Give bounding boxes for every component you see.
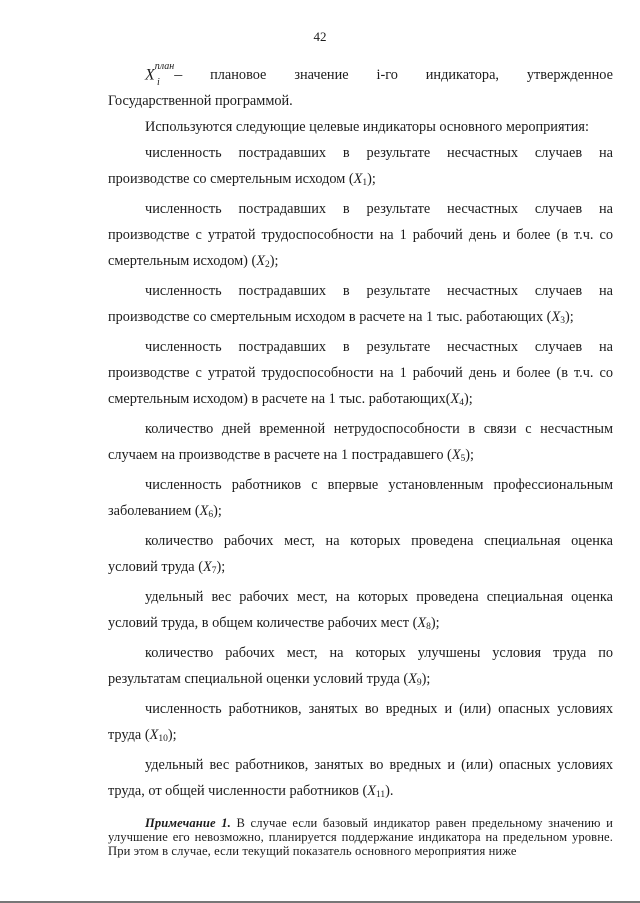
indicator-paragraph — [108, 696, 613, 752]
indicator-variable-index: 7 — [211, 566, 217, 577]
formula-dash: – — [174, 66, 183, 84]
document-body — [108, 58, 613, 858]
indicator-variable-index: 1 — [362, 178, 368, 189]
formula-continuation: Государственной программой. — [108, 93, 293, 110]
indicator-variable-index: 6 — [208, 510, 214, 521]
indicator-paragraph — [108, 584, 613, 640]
indicator-variable: X — [408, 671, 417, 688]
indicator-text: удельный вес работников, занятых во вредных и (или) опасных условиях труда, от общей численности работников ( — [108, 757, 613, 800]
indicator-paragraph — [108, 196, 613, 278]
formula-word: значение — [294, 67, 349, 84]
indicator-end: ); — [216, 559, 226, 576]
indicator-paragraph — [108, 416, 613, 472]
indicator-variable: X — [417, 615, 427, 632]
indicator-text: численность пострадавших в результате несчастных случаев на производстве с утратой трудоспособности на 1 рабочий день и более (в т.ч. со смертельным исходом) в расчете на 1 тыс. работающих( — [108, 339, 613, 408]
indicator-paragraph — [108, 752, 613, 808]
indicator-text: численность работников с впервые установленным профессиональным заболеванием ( — [108, 477, 613, 520]
page-number: 42 — [313, 29, 327, 44]
formula-symbol — [145, 58, 182, 88]
note-text: В случае если базовый индикатор равен предельному значению и улучшение его невозможно, планируется поддержание индикатора на предельном уровне. При этом в случае, если текущий показатель основного мероприятия ниже — [108, 816, 613, 859]
indicator-variable: X — [353, 171, 363, 188]
formula-subscript: i — [157, 77, 160, 88]
indicator-text: удельный вес рабочих мест, на которых проведена специальная оценка условий труда, в общем количестве рабочих мест ( — [108, 589, 613, 632]
indicator-text: количество дней временной нетрудоспособности в связи с несчастным случаем на производстве в расчете на 1 пострадавшего ( — [108, 421, 613, 464]
indicator-variable: X — [450, 391, 460, 408]
note-label: Примечание 1. — [145, 816, 231, 831]
indicator-end: ); — [269, 253, 279, 270]
indicator-end: ); — [167, 727, 177, 744]
indicator-text: численность пострадавших в результате несчастных случаев на производстве со смертельным исходом в расчете на 1 тыс. работающих ( — [108, 283, 613, 326]
indicator-variable: X — [149, 727, 159, 744]
formula-symbol-letter: X — [145, 66, 155, 84]
formula-word: утвержденное — [526, 67, 613, 84]
indicator-paragraph — [108, 140, 613, 196]
indicator-paragraph — [108, 278, 613, 334]
indicator-text: численность работников, занятых во вредных и (или) опасных условиях труда ( — [108, 701, 613, 744]
indicator-end: ); — [465, 447, 475, 464]
indicator-end: ); — [564, 309, 574, 326]
indicator-variable-index: 10 — [158, 734, 168, 745]
formula-superscript: план — [154, 61, 175, 72]
indicator-list — [108, 140, 613, 808]
indicator-end: ); — [463, 391, 473, 408]
indicator-variable: X — [203, 559, 212, 576]
indicator-variable-index: 9 — [416, 678, 422, 689]
formula-word: i-го — [376, 67, 398, 84]
indicator-text: количество рабочих мест, на которых проведена специальная оценка условий труда ( — [108, 533, 613, 576]
indicator-paragraph — [108, 640, 613, 696]
indicator-variable: X — [367, 783, 376, 800]
indicator-end: ); — [421, 671, 431, 688]
indicator-variable: X — [256, 253, 266, 270]
formula-word: плановое — [210, 67, 267, 84]
indicator-text: количество рабочих мест, на которых улучшены условия труда по результатам специальной оценки условий труда ( — [108, 645, 613, 688]
formula-word: индикатора, — [425, 67, 499, 84]
intro-paragraph: Используются следующие целевые индикаторы основного мероприятия: — [145, 119, 589, 136]
indicator-end: ). — [385, 783, 394, 800]
indicator-variable-index: 3 — [560, 316, 565, 327]
indicator-variable-index: 11 — [375, 790, 386, 801]
indicator-paragraph — [108, 472, 613, 528]
note-paragraph — [108, 816, 613, 858]
indicator-variable-index: 5 — [460, 454, 466, 465]
indicator-text: численность пострадавших в результате несчастных случаев на производстве с утратой трудоспособности на 1 рабочий день и более (в т.ч. со смертельным исходом) ( — [108, 201, 613, 270]
indicator-variable-index: 2 — [265, 260, 270, 271]
indicator-variable: X — [199, 503, 209, 520]
indicator-end: ); — [430, 615, 440, 632]
formula-definition — [108, 58, 613, 88]
indicator-variable: X — [451, 447, 461, 464]
indicator-variable-index: 8 — [426, 622, 431, 633]
indicator-variable-index: 4 — [459, 398, 464, 409]
indicator-paragraph — [108, 334, 613, 416]
indicator-end: ); — [213, 503, 222, 520]
indicator-paragraph — [108, 528, 613, 584]
indicator-end: ); — [367, 171, 376, 188]
indicator-text: численность пострадавших в результате несчастных случаев на производстве со смертельным исходом ( — [108, 145, 613, 188]
indicator-variable: X — [551, 309, 561, 326]
